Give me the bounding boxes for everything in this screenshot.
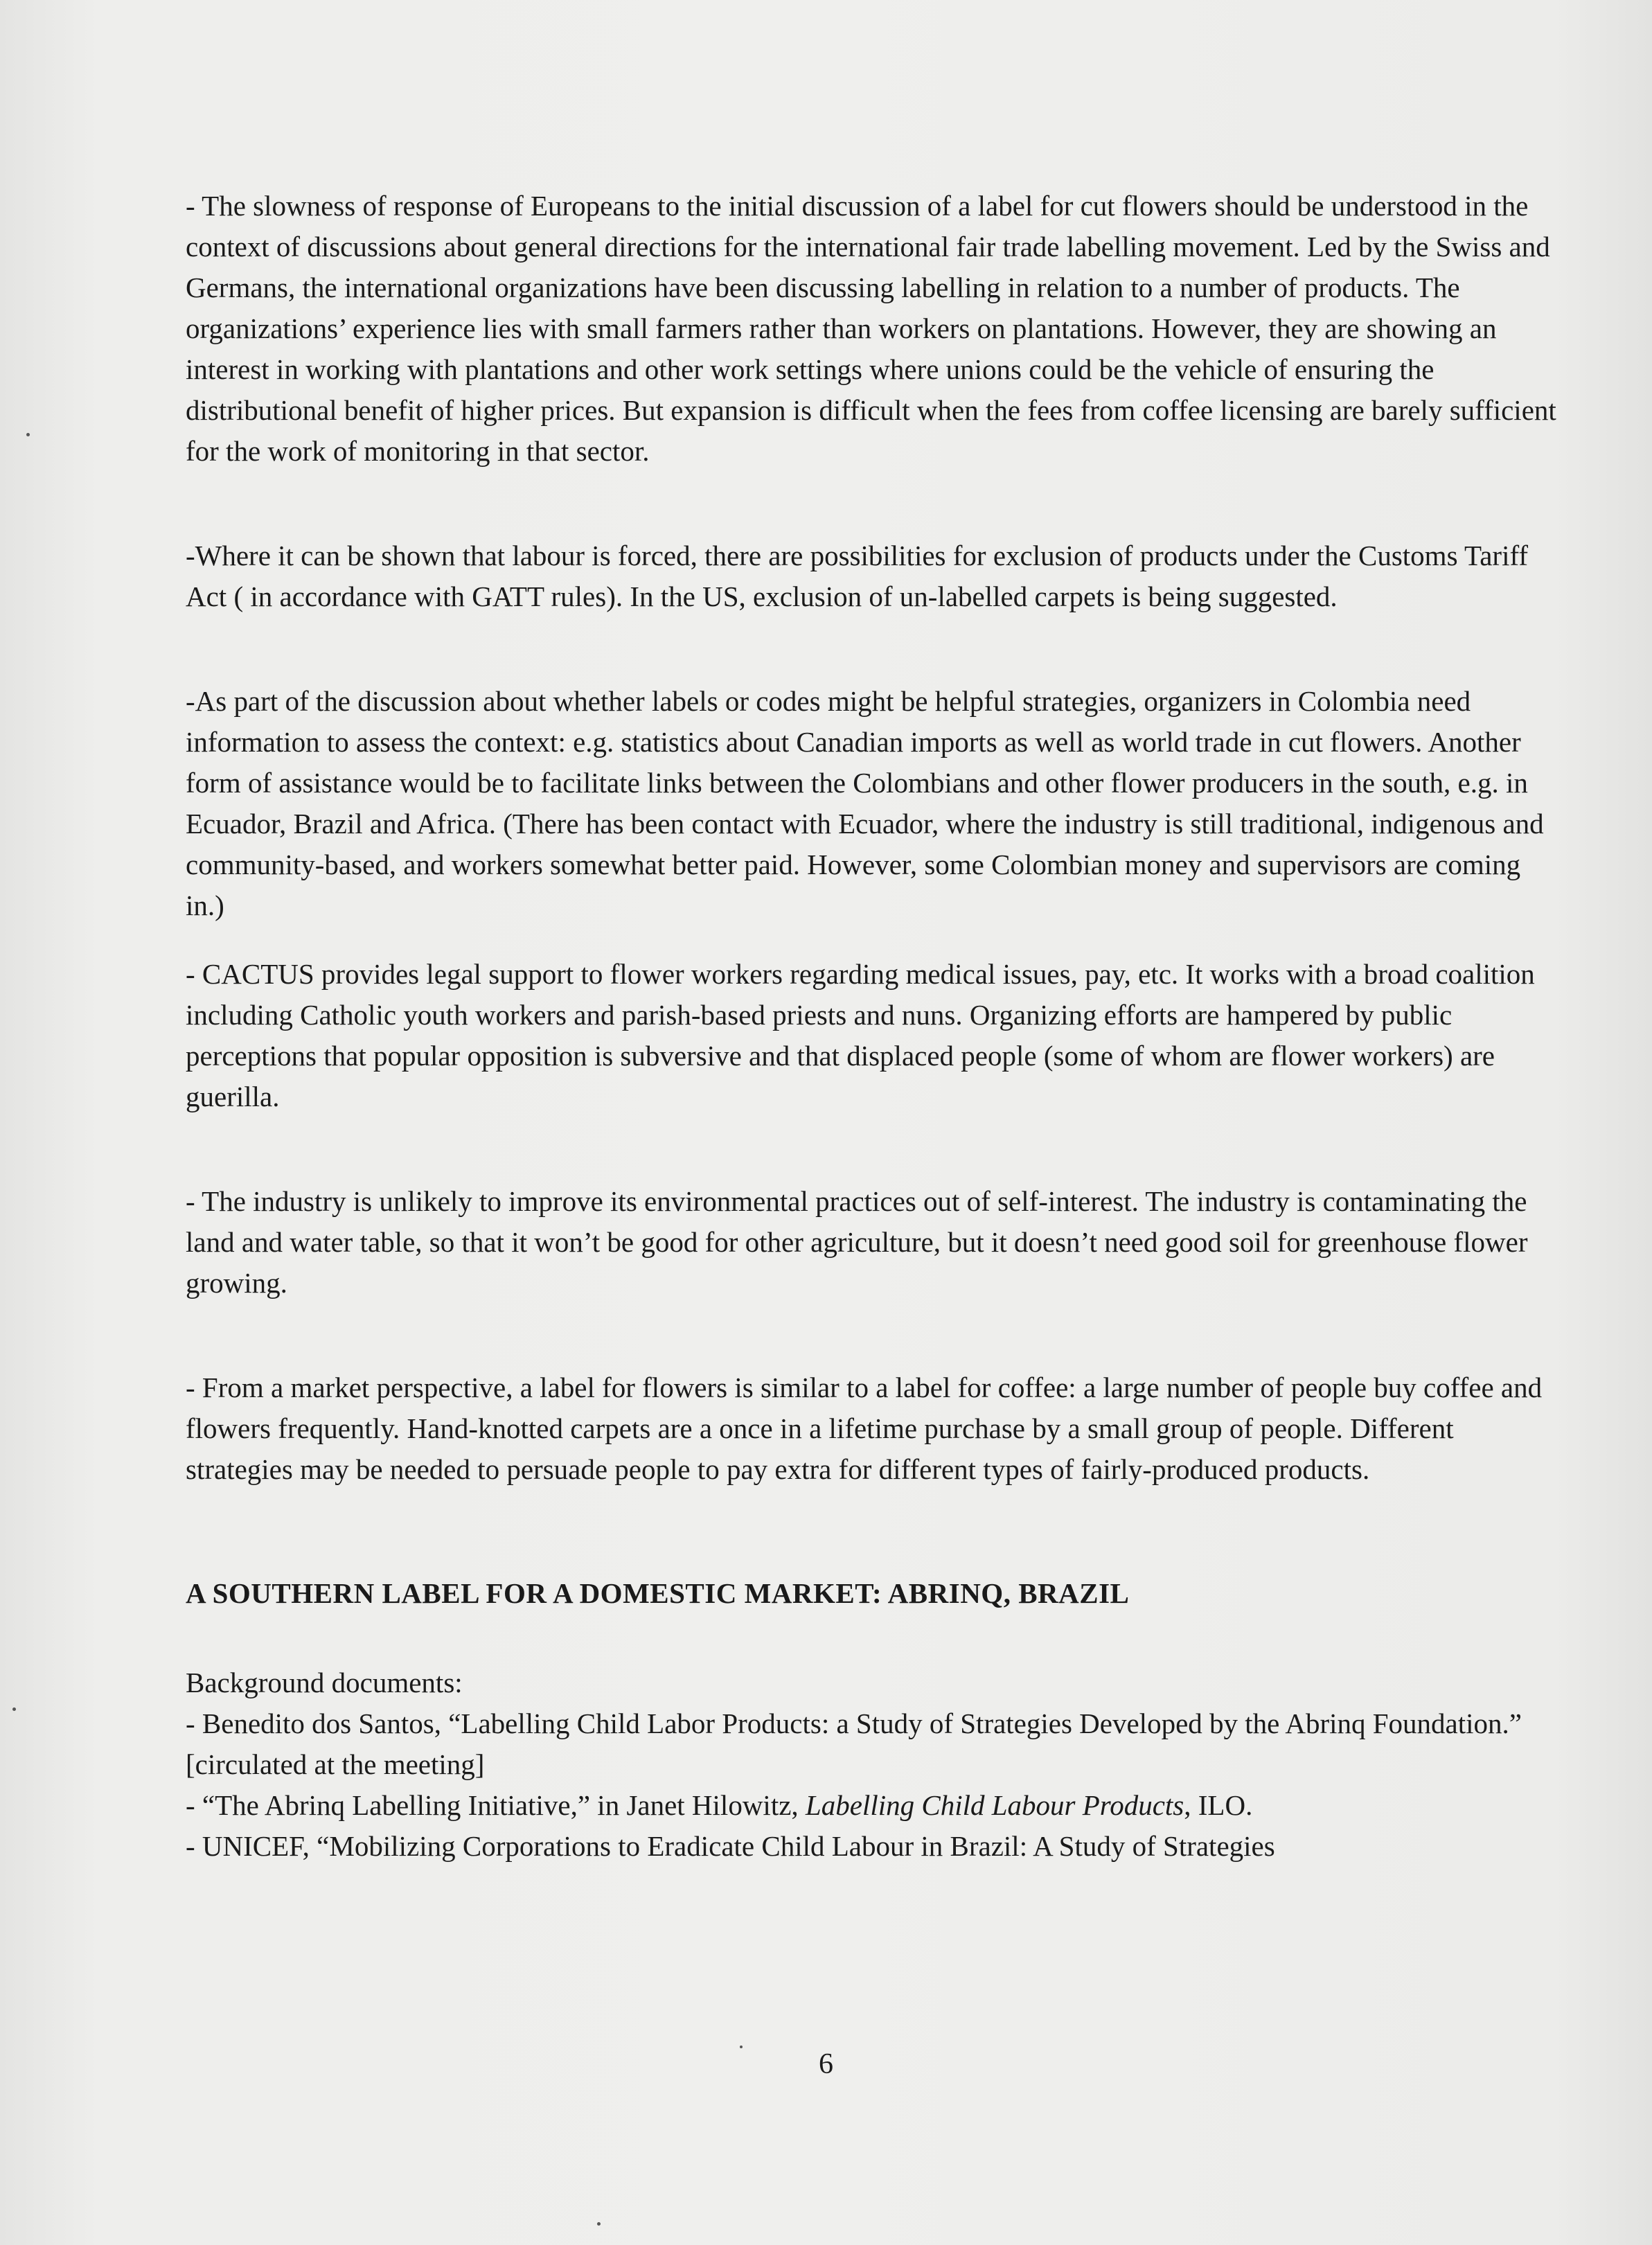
paragraph-forced-labour: -Where it can be shown that labour is forced, there are possibilities for exclusion of products under the Customs Tariff Act ( in accordance with GATT rules). In the US, exclusion of un-labelled carpets is being suggested. — [186, 540, 1529, 612]
paragraph-european-response: - The slowness of response of Europeans to the initial discussion of a label for cut flowers should be understood in the context of discussions about general directions for the international fair trade labelling movement. Led by the Swiss and Germans, the international organizations have been discussing labelling in relation to a number of products. The organizations’ experience lies with small farmers rather than workers on plantations. However, they are showing an interest in working with plantations and other work settings where unions could be the vehicle of ensuring the distributional benefit of higher prices. But expansion is difficult when the fees from coffee licensing are barely sufficient for the work of monitoring in that sector. — [186, 190, 1556, 467]
document-2-title: Labelling Child Labour Products — [805, 1789, 1184, 1821]
paragraph-colombia-organizers: -As part of the discussion about whether labels or codes might be helpful strategies, organizers in Colombia need information to assess the context: e.g. statistics about Canadian imports as well as world trade in cut flowers. Another form of assistance would be to facilitate links between the Colombians and other flower producers in the south, e.g. in Ecuador, Brazil and Africa. (There has been contact with Ecuador, where the industry is still traditional, indigenous and community-based, and workers somewhat better paid. However, some Colombian money and supervisors are coming in.) — [186, 685, 1544, 921]
scan-speck — [740, 2046, 743, 2048]
section-heading: A SOUTHERN LABEL FOR A DOMESTIC MARKET: ABRINQ, BRAZIL — [186, 1577, 1130, 1609]
scan-speck — [12, 1707, 16, 1711]
document-2-prefix: - “The Abrinq Labelling Initiative,” in Janet Hilowitz, — [186, 1789, 806, 1821]
background-document-1: - Benedito dos Santos, “Labelling Child Labor Products: a Study of Strategies Developed by the Abrinq Foundation.” [circulated at the meeting] — [186, 1707, 1522, 1780]
background-documents-label: Background documents: — [186, 1667, 463, 1698]
background-document-3: - UNICEF, “Mobilizing Corporations to Eradicate Child Labour in Brazil: A Study of Strategies — [186, 1830, 1275, 1862]
page-body — [186, 186, 1557, 1867]
scan-speck — [597, 2222, 601, 2226]
paragraph-market-perspective: - From a market perspective, a label for flowers is similar to a label for coffee: a large number of people buy coffee and flowers frequently. Hand-knotted carpets are a once in a lifetime purchase by a small group of people. Different strategies may be needed to persuade people to pay extra for different types of fairly-produced products. — [186, 1372, 1543, 1485]
paragraph-cactus: - CACTUS provides legal support to flower workers regarding medical issues, pay, etc. It works with a broad coalition including Catholic youth workers and parish-based priests and nuns. Organizing efforts are hampered by public perceptions that popular opposition is subversive and that displaced people (some of whom are flower workers) are guerilla. — [186, 958, 1535, 1112]
background-document-2 — [186, 1785, 1557, 1826]
paragraph-environment: - The industry is unlikely to improve its environmental practices out of self-interest. The industry is contaminating the land and water table, so that it won’t be good for other agriculture, but it doesn’t need good soil for greenhouse flower growing. — [186, 1185, 1528, 1299]
page-number: 6 — [819, 2048, 833, 2080]
document-2-suffix: , ILO. — [1184, 1789, 1253, 1821]
scan-speck — [26, 433, 30, 436]
